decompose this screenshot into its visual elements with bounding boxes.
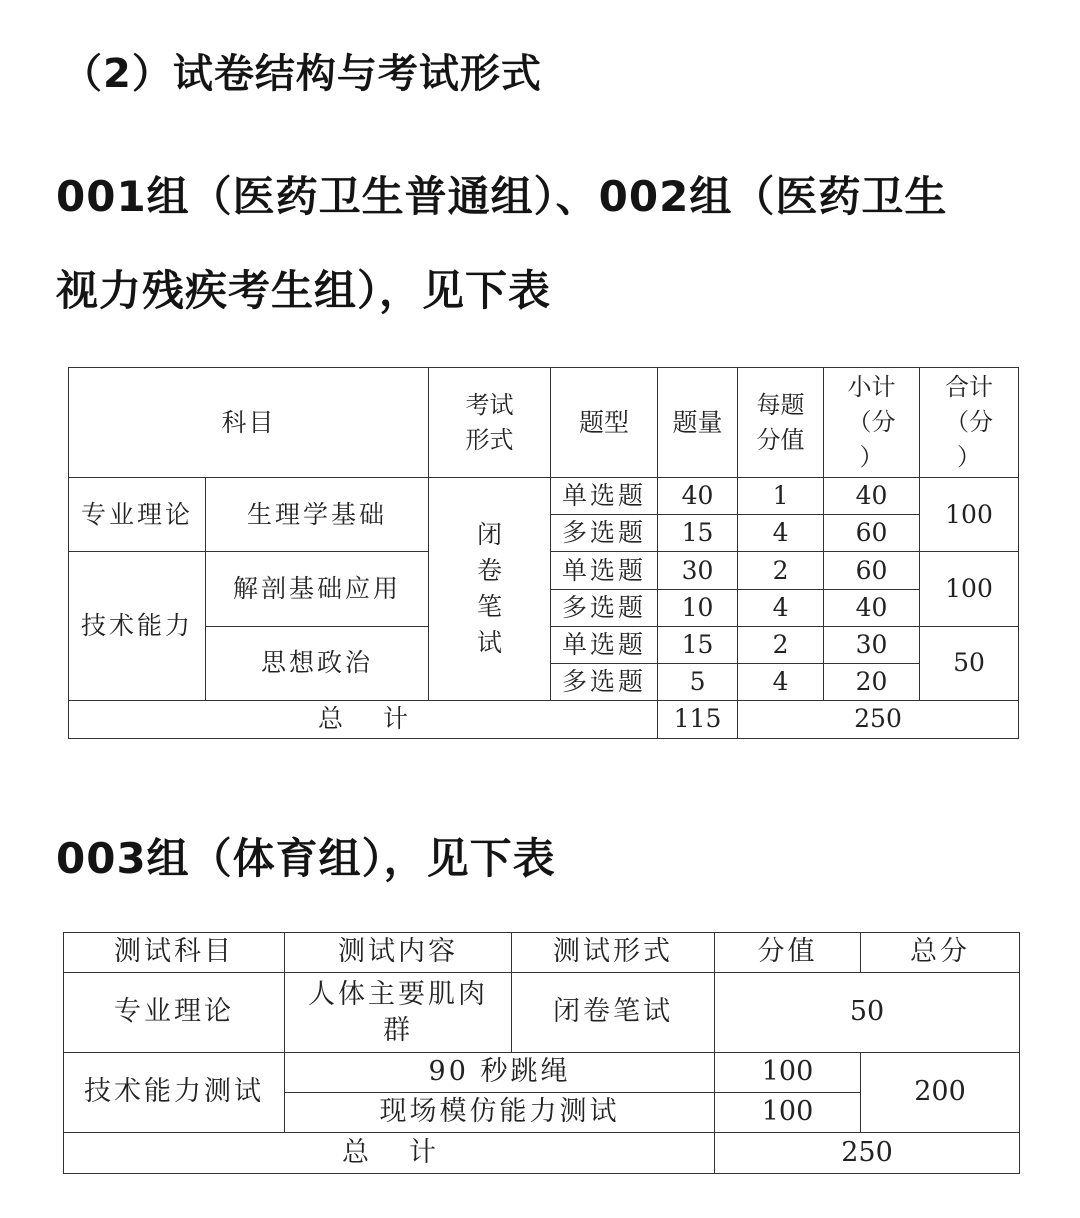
- question-count-cell: 10: [658, 589, 738, 626]
- points-jump-rope: 100: [715, 1053, 861, 1093]
- subtotal-cell: 30: [824, 626, 920, 663]
- subject-technical-ability-test: 技术能力测试: [64, 1053, 285, 1133]
- question-type-cell: 多选题: [551, 515, 658, 552]
- group2-heading: 003组（体育组），见下表: [56, 834, 556, 883]
- subject-anatomy: 解剖基础应用: [206, 552, 429, 626]
- header-question-count: 题量: [658, 368, 738, 478]
- question-count-cell: 30: [658, 552, 738, 589]
- question-count-cell: 40: [658, 478, 738, 515]
- header-points: 分值: [715, 933, 861, 973]
- skill-total-score: 200: [861, 1053, 1020, 1133]
- header-test-subject: 测试科目: [64, 933, 285, 973]
- header-subtotal: 小计 （分 ）: [824, 368, 920, 478]
- category-professional-theory: 专业理论: [69, 478, 206, 552]
- points-each-cell: 4: [738, 515, 824, 552]
- exam-form-closed-book: 闭 卷 笔 试: [429, 478, 551, 701]
- question-type-cell: 多选题: [551, 663, 658, 700]
- header-subject: 科目: [69, 368, 429, 478]
- question-type-cell: 多选题: [551, 589, 658, 626]
- subtotal-cell: 40: [824, 589, 920, 626]
- exam-structure-table-sports: [63, 932, 1020, 1174]
- category-technical-ability: 技术能力: [69, 552, 206, 700]
- group-total-cell: 50: [920, 626, 1019, 700]
- points-each-cell: 2: [738, 552, 824, 589]
- form-closed-book: 闭卷笔试: [512, 973, 715, 1053]
- group-total-cell: 100: [920, 552, 1019, 626]
- subtotal-cell: 60: [824, 515, 920, 552]
- footer-total-label: 总计: [64, 1133, 715, 1174]
- header-test-form: 测试形式: [512, 933, 715, 973]
- subtotal-cell: 40: [824, 478, 920, 515]
- points-each-cell: 1: [738, 478, 824, 515]
- theory-score: 50: [715, 973, 1020, 1053]
- subject-professional-theory: 专业理论: [64, 973, 285, 1053]
- group1-heading-line1: 001组（医药卫生普通组）、002组（医药卫生: [56, 172, 948, 221]
- question-count-cell: 15: [658, 515, 738, 552]
- footer-total-count: 115: [658, 700, 738, 738]
- question-type-cell: 单选题: [551, 478, 658, 515]
- points-each-cell: 4: [738, 663, 824, 700]
- content-imitation-test: 现场模仿能力测试: [285, 1093, 715, 1133]
- subject-physiology: 生理学基础: [206, 478, 429, 552]
- footer-total-label: 总计: [69, 700, 658, 738]
- header-question-type: 题型: [551, 368, 658, 478]
- exam-structure-table-medical: [68, 367, 1019, 739]
- header-total: 合计 （分 ）: [920, 368, 1019, 478]
- header-test-content: 测试内容: [285, 933, 512, 973]
- footer-total-score: 250: [715, 1133, 1020, 1174]
- question-type-cell: 单选题: [551, 552, 658, 589]
- subject-politics: 思想政治: [206, 626, 429, 700]
- question-count-cell: 15: [658, 626, 738, 663]
- content-muscle-groups: 人体主要肌肉群: [285, 973, 512, 1053]
- header-exam-form: 考试 形式: [429, 368, 551, 478]
- footer-total-score: 250: [738, 700, 1019, 738]
- content-jump-rope: 90 秒跳绳: [285, 1053, 715, 1093]
- question-type-cell: 单选题: [551, 626, 658, 663]
- points-each-cell: 4: [738, 589, 824, 626]
- question-count-cell: 5: [658, 663, 738, 700]
- points-each-cell: 2: [738, 626, 824, 663]
- points-imitation-test: 100: [715, 1093, 861, 1133]
- group1-heading-line2: 视力残疾考生组），见下表: [56, 266, 552, 315]
- header-points-each: 每题 分值: [738, 368, 824, 478]
- subtotal-cell: 60: [824, 552, 920, 589]
- section-title: （2）试卷结构与考试形式: [62, 51, 542, 97]
- group-total-cell: 100: [920, 478, 1019, 552]
- subtotal-cell: 20: [824, 663, 920, 700]
- header-total-score: 总分: [861, 933, 1020, 973]
